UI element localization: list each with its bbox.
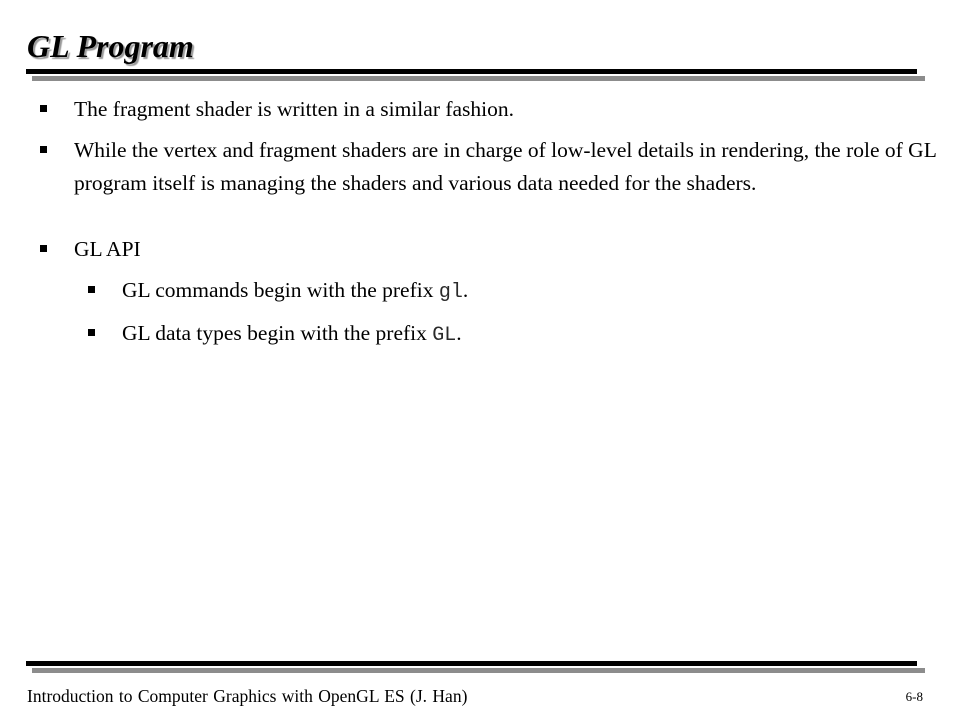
title-rule xyxy=(26,69,917,74)
title-rule-shadow xyxy=(32,76,925,81)
page-number: 6-8 xyxy=(905,689,923,704)
footer-rule xyxy=(26,661,917,666)
sub-bullet-gl-commands xyxy=(40,274,950,309)
footer-rule-shadow xyxy=(32,668,925,673)
square-bullet-icon xyxy=(40,105,47,112)
bullet-text: GL API xyxy=(74,237,141,261)
sub-bullet-text: GL commands begin with the prefix xyxy=(122,278,439,302)
footer-course-title: Introduction to Computer Graphics with OpenGL ES (J. Han) xyxy=(27,686,468,706)
bullet-text: The fragment shader is written in a similar fashion. xyxy=(74,97,515,121)
sub-bullet-text: GL data types begin with the prefix xyxy=(122,321,433,345)
slide-title: GL Program xyxy=(27,28,194,64)
bullet-list xyxy=(40,93,950,352)
bullet-gl-api xyxy=(40,233,950,266)
sub-bullet-suffix: . xyxy=(456,321,462,345)
square-bullet-icon xyxy=(40,146,47,153)
code-prefix: GL xyxy=(432,324,457,347)
square-bullet-icon xyxy=(40,245,47,252)
code-prefix: gl xyxy=(438,281,463,304)
bullet-text: While the vertex and fragment shaders are in charge of low-level details in rendering, the role of GL program itself is managing the shaders and various data needed for the shaders. xyxy=(74,138,937,195)
sub-bullet-suffix: . xyxy=(462,278,469,302)
bullet-shaders-role xyxy=(40,134,950,200)
sub-bullet-gl-types xyxy=(40,317,950,352)
square-bullet-icon xyxy=(88,286,95,293)
square-bullet-icon xyxy=(88,329,95,336)
bullet-fragment-shader xyxy=(40,93,950,126)
